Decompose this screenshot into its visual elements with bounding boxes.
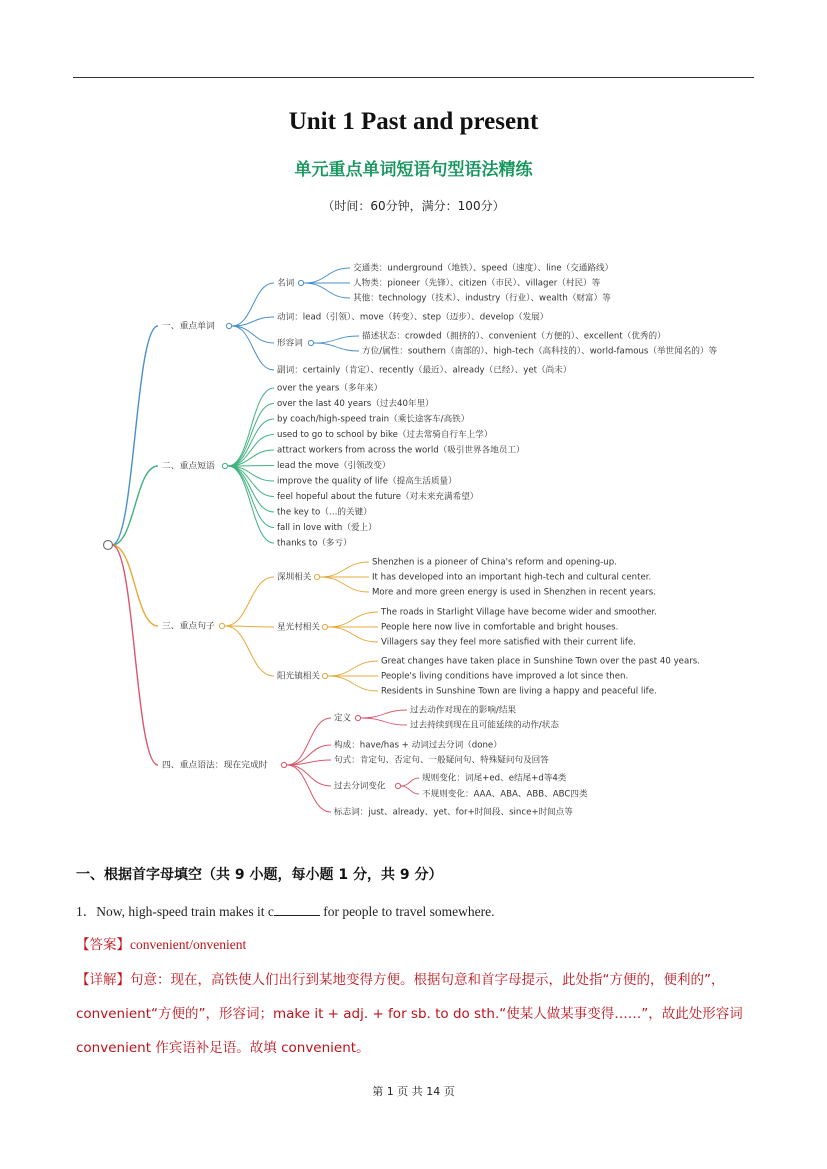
sentence-item: Residents in Sunshine Town are living a happy and peaceful life.: [381, 686, 657, 697]
answer-blank: [274, 903, 320, 916]
grammar-item: 规则变化：词尾+ed、e结尾+d等4类: [422, 773, 567, 784]
grammar-line: 句式：肯定句、否定句、一般疑问句、特殊疑问句及回答: [334, 755, 549, 766]
grammar-item: 过去持续到现在且可能延续的动作/状态: [410, 720, 559, 731]
mind-map-link: [225, 577, 274, 626]
section-heading: 一、根据首字母填空（共 9 小题，每小题 1 分，共 9 分）: [76, 867, 443, 883]
sentence-item: People's living conditions have improved a lot since then.: [381, 671, 629, 682]
mind-map-link: [287, 765, 331, 812]
branch-grammar: 四、重点语法：现在完成时: [162, 760, 268, 771]
word-item: 方位/属性：southern（南部的）、high-tech（高科技的）、world-famous（举世闻名的）等: [362, 346, 718, 357]
sentence-item: More and more green energy is used in Shenzhen in recent years.: [372, 587, 656, 598]
mind-map-link: [401, 786, 419, 794]
word-item: 人物类：pioneer（先锋）、citizen（市民）、villager（村民）等: [353, 278, 601, 289]
mind-map-link: [314, 336, 359, 343]
phrase-item: by coach/high-speed train（乘长途客车/高铁）: [277, 414, 470, 425]
mind-map-link: [328, 627, 378, 642]
mind-map-link: [112, 545, 158, 765]
phrase-item: attract workers from across the world（吸引世界各地员工）: [277, 445, 525, 456]
mind-map-link: [304, 268, 350, 283]
question-number: 1．: [76, 904, 97, 919]
mind-map-link: [228, 388, 274, 466]
answer-value: convenient/onvenient: [130, 937, 247, 952]
question-1: [76, 900, 495, 920]
mind-map-node-dot: [322, 624, 327, 629]
grammar-line: 标志词：just、already、yet、for+时间段、since+时间点等: [334, 807, 573, 818]
phrase-item: improve the quality of life（提高生活质量）: [277, 476, 457, 487]
branch-key-phrases: 二、重点短语: [162, 461, 215, 472]
mind-map-link: [228, 466, 274, 543]
mind-map-link: [314, 343, 359, 351]
mind-map-node-dot: [219, 623, 224, 628]
phrase-item: the key to（…的关键）: [277, 507, 372, 518]
explanation: [76, 963, 752, 1065]
page-title: Unit 1 Past and present: [288, 108, 539, 135]
mind-map-node-dot: [314, 574, 319, 579]
mind-map-link: [361, 718, 407, 725]
sentence-group-label: 星光村相关: [277, 622, 320, 633]
mind-map-link: [228, 466, 274, 528]
explanation-text: 句意：现在，高铁使人们出行到某地变得方便。根据句意和首字母提示，此处指“方便的，便利的”，convenient“方便的”，形容词；make it + adj. + for sb. to do sth.“使某人做某事变得……”，故此处形容词 convenient 作宾语补足语。故填 convenient。: [76, 972, 743, 1056]
phrase-item: over the last 40 years（过去40年里）: [277, 399, 434, 409]
time-info: （时间：60分钟，满分：100分）: [322, 199, 505, 213]
sentence-item: People here now live in comfortable and bright houses.: [381, 622, 619, 633]
mind-map-link: [232, 283, 274, 326]
answer-line: [76, 933, 246, 953]
mind-map-link: [287, 718, 331, 765]
mind-map-root: [104, 541, 113, 550]
mind-map-link: [401, 778, 419, 786]
phrase-item: lead the move（引领改变）: [277, 461, 391, 471]
question-text-after: for people to travel somewhere.: [319, 904, 495, 919]
mind-map-link: [328, 612, 378, 627]
page-subtitle: 单元重点单词短语句型语法精练: [294, 160, 533, 180]
word-group-label: 形容词: [277, 338, 303, 349]
word-item: 其他：technology（技术）、industry（行业）、wealth（财富）等: [353, 293, 611, 304]
mind-map-node-dot: [298, 280, 303, 285]
word-group-line: 副词：certainly（肯定）、recently（最近）、already（已经）、yet（尚未）: [277, 365, 572, 376]
word-group-label: 名词: [277, 278, 295, 289]
grammar-group-label: 过去分词变化: [334, 781, 386, 792]
mind-map-node-dot: [222, 463, 227, 468]
grammar-group-label: 定义: [334, 713, 352, 724]
mind-map-node-dot: [322, 673, 327, 678]
phrase-item: used to go to school by bike（过去常骑自行车上学）: [277, 430, 493, 440]
mind-map-link: [304, 283, 350, 298]
mind-map-link: [228, 466, 274, 467]
explanation-label: 【详解】: [76, 972, 130, 988]
phrase-item: fall in love with（爱上）: [277, 523, 377, 533]
phrase-item: feel hopeful about the future（对未来充满希望）: [277, 492, 479, 502]
mind-map-link: [225, 626, 274, 627]
branch-key-words: 一、重点单词: [162, 321, 215, 332]
mind-map-link: [361, 710, 407, 718]
mind-map-link: [112, 545, 158, 626]
sentence-item: Shenzhen is a pioneer of China's reform and opening-up.: [372, 557, 617, 568]
sentence-group-label: 深圳相关: [277, 572, 312, 583]
word-group-line: 动词：lead（引领）、move（转变）、step（迈步）、develop（发展）: [277, 312, 549, 323]
mind-map-link: [320, 562, 369, 577]
mind-map-link: [228, 404, 274, 467]
sentence-item: Villagers say they feel more satisfied with their current life.: [381, 637, 636, 648]
mind-map-link: [328, 661, 378, 676]
branch-key-sentences: 三、重点句子: [162, 621, 215, 632]
mind-map-node-dot: [281, 762, 286, 767]
mind-map-link: [112, 466, 158, 545]
mind-map-link: [112, 326, 158, 545]
grammar-line: 构成：have/has + 动词过去分词（done）: [334, 740, 502, 751]
grammar-item: 不规则变化：AAA、ABA、ABB、ABC四类: [422, 789, 588, 800]
word-item: 描述状态：crowded（拥挤的）、convenient（方便的）、excellent（优秀的）: [362, 331, 666, 342]
question-text-before: Now, high-speed train makes it c: [96, 904, 274, 919]
mind-map-link: [328, 676, 378, 691]
grammar-item: 过去动作对现在的影响/结果: [410, 705, 517, 716]
answer-label: 【答案】: [76, 937, 130, 953]
sentence-group-label: 阳光镇相关: [277, 671, 320, 682]
mind-map-link: [320, 577, 369, 592]
mind-map-node-dot: [395, 783, 400, 788]
mind-map-node-dot: [226, 323, 231, 328]
phrase-item: over the years（多年来）: [277, 383, 383, 394]
sentence-item: Great changes have taken place in Sunshine Town over the past 40 years.: [381, 656, 700, 667]
page-footer: 第 1 页 共 14 页: [372, 1085, 455, 1098]
mind-map-link: [232, 326, 274, 343]
mind-map-node-dot: [355, 715, 360, 720]
word-item: 交通类：underground（地铁）、speed（速度）、line（交通路线）: [353, 263, 614, 274]
mind-map-link: [225, 626, 274, 676]
mind-map-link: [287, 765, 331, 786]
sentence-item: It has developed into an important high-tech and cultural center.: [372, 572, 652, 583]
mind-map-node-dot: [308, 340, 313, 345]
mind-map-link: [232, 326, 274, 370]
phrase-item: thanks to（多亏）: [277, 538, 352, 549]
sentence-item: The roads in Starlight Village have become wider and smoother.: [381, 607, 658, 618]
mind-map-link: [228, 466, 274, 497]
